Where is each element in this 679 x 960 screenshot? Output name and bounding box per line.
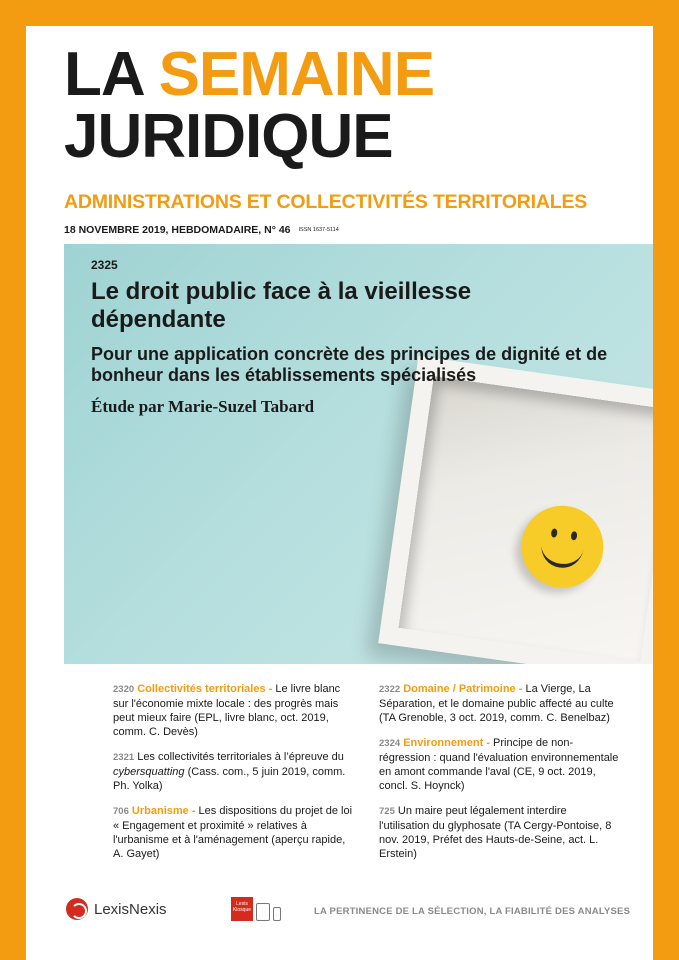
contents-left-column xyxy=(113,682,353,872)
contents-item[interactable] xyxy=(379,804,619,861)
item-text: Un maire peut légalement interdire l'utilisation du glyphosate (TA Cergy-Pontoise, 8 nov. 2019, Préfet des Hauts-de-Seine, act. L. Erstein) xyxy=(379,805,612,860)
masthead-line-1 xyxy=(64,40,435,109)
item-text: La Vierge, La Séparation, et le domaine public affecté au culte (TA Grenoble, 3 oct. 2019, comm. C. Benelbaz) xyxy=(379,683,614,724)
contents-item[interactable] xyxy=(379,736,619,793)
item-number: 2324 xyxy=(379,738,401,749)
lexis-kiosque-logo[interactable] xyxy=(231,897,281,921)
item-section: Domaine / Patrimoine - xyxy=(403,683,523,695)
smiley-icon xyxy=(516,500,609,593)
contents-right-column xyxy=(379,682,619,872)
item-number: 725 xyxy=(379,806,395,817)
issn: ISSN 1637-5114 xyxy=(298,227,339,234)
tablet-icon xyxy=(256,903,270,921)
contents-item[interactable] xyxy=(379,682,619,725)
issue-line xyxy=(64,224,339,236)
contents-item[interactable] xyxy=(113,750,353,793)
item-text: Les dispositions du projet de loi « Engagement et proximité » relatives à l'urbanisme et à l'aménagement (aperçu rapide, A. Gayet) xyxy=(113,805,353,860)
lexisnexis-wordmark: LexisNexis xyxy=(94,900,167,918)
cover-story[interactable] xyxy=(64,244,653,664)
cover-story-title[interactable]: Le droit public face à la vieillesse dépendante xyxy=(91,278,472,333)
item-number: 706 xyxy=(113,806,129,817)
smiley-mouth xyxy=(539,535,585,571)
lexisnexis-logo[interactable] xyxy=(66,896,167,922)
item-number: 2320 xyxy=(113,684,135,695)
contents-item[interactable] xyxy=(113,804,353,861)
cover-story-author: Étude par Marie-Suzel Tabard xyxy=(91,397,315,416)
item-section: Urbanisme - xyxy=(131,805,196,817)
cover-story-subtitle: Pour une application concrète des principes de dignité et de bonheur dans les établissements spécialisés xyxy=(91,344,608,385)
item-text-italic: cybersquatting xyxy=(113,766,185,778)
masthead-semaine: SEMAINE xyxy=(158,40,435,109)
item-text: Le livre blanc sur l'économie mixte locale : des progrès mais peut mieux faire (EPL, livre blanc, oct. 2019, comm. C. Devès) xyxy=(113,683,341,738)
item-number: 2322 xyxy=(379,684,401,695)
issue-date: 18 NOVEMBRE 2019, HEBDOMADAIRE, N° 46 xyxy=(64,224,291,236)
footer-tagline: LA PERTINENCE DE LA SÉLECTION, LA FIABILITÉ DES ANALYSES xyxy=(314,906,631,917)
box-interior xyxy=(399,376,653,661)
item-section: Environnement - xyxy=(403,737,490,749)
masthead-la: LA xyxy=(64,40,159,109)
box-illustration xyxy=(378,356,653,664)
masthead-line-2: JURIDIQUE xyxy=(64,102,393,171)
cover-story-number: 2325 xyxy=(91,258,118,272)
contents-item[interactable] xyxy=(113,682,353,739)
item-section: Collectivités territoriales - xyxy=(137,683,273,695)
kiosque-book-icon: Lexis Kiosque xyxy=(231,897,253,921)
publication-subtitle: ADMINISTRATIONS ET COLLECTIVITÉS TERRITORIALES xyxy=(64,191,588,213)
item-number: 2321 xyxy=(113,752,135,763)
lexisnexis-logo-icon xyxy=(66,898,88,920)
item-text: Les collectivités territoriales à l’épreuve du cybersquatting (Cass. com., 5 juin 2019, comm. Ph. Yolka) xyxy=(113,751,346,792)
phone-icon xyxy=(273,907,281,921)
masthead xyxy=(64,40,435,171)
item-text: Principe de non-régression : quand l'évaluation environnementale en amont commande l'aval (CE, 9 oct. 2019, concl. S. Hoynck) xyxy=(379,737,619,792)
cover-page xyxy=(26,26,653,960)
